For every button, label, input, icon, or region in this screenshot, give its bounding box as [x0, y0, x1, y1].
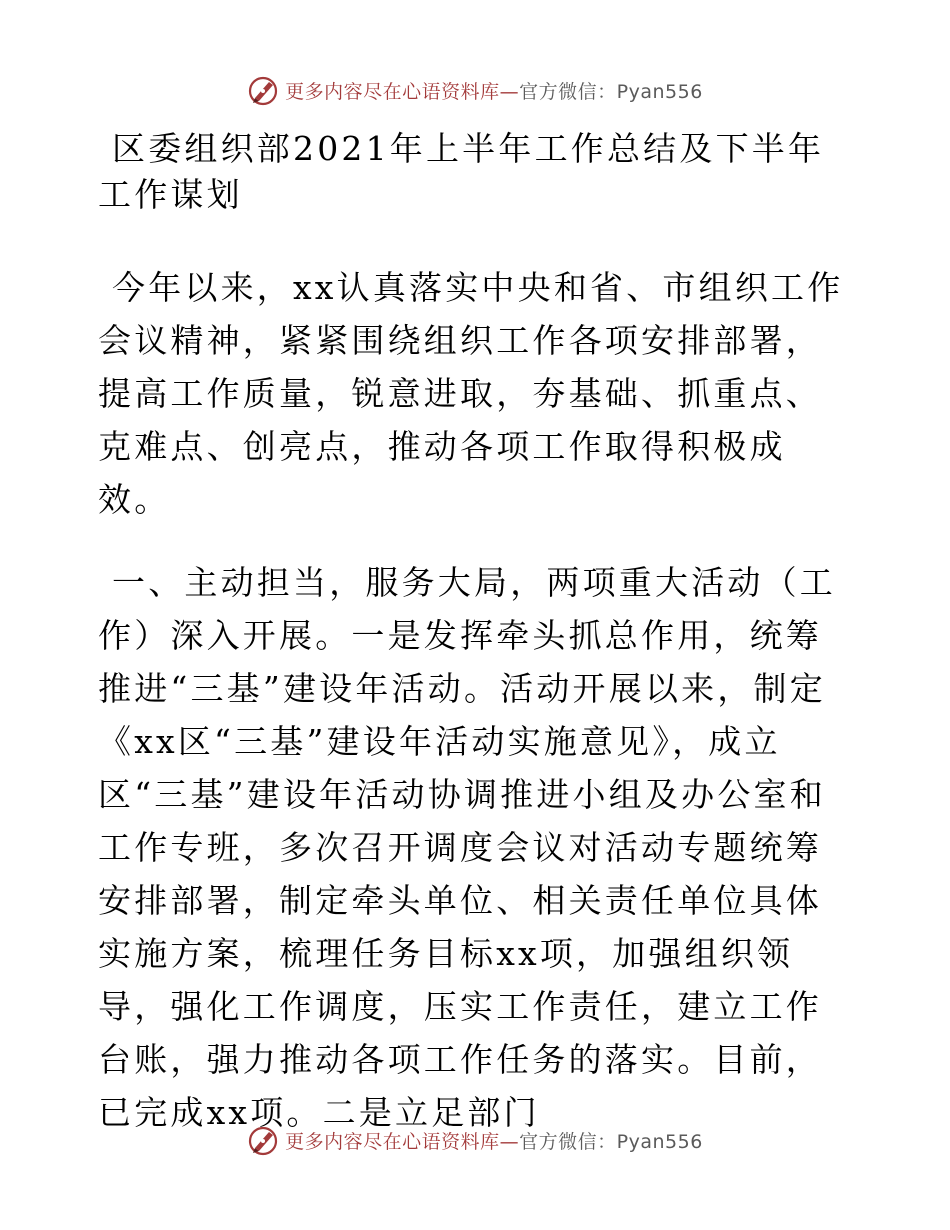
document-title: 区委组织部2021年上半年工作总结及下半年工作谋划: [98, 129, 825, 214]
pen-logo-icon: [247, 1124, 279, 1156]
paragraph-section-one: 一、主动担当，服务大局，两项重大活动（工作）深入开展。一是发挥牵头抓总作用，统筹推进“三基”建设年活动。活动开展以来，制定《xx区“三基”建设年活动实施意见》，成立区“三基”建设年活动协调推进小组及办公室和工作专班，多次召开调度会议对活动专题统筹安排部署，制定牵头单位、相关责任单位具体实施方案，梳理任务目标xx项，加强组织领导，强化工作调度，压实工作责任，建立工作台账，强力推动各项工作任务的落实。目前，已完成xx项。二是立足部门: [98, 563, 836, 1132]
document-body: [98, 126, 858, 1139]
watermark-banner-bottom: [0, 1120, 950, 1160]
watermark-text: 更多内容尽在心语资料库—官方微信：Pyan556: [285, 80, 703, 103]
pen-logo-icon: [247, 74, 279, 106]
watermark-text: 更多内容尽在心语资料库—官方微信：Pyan556: [285, 1130, 703, 1153]
watermark-banner-top: [0, 70, 950, 110]
paragraph-intro: 今年以来，xx认真落实中央和省、市组织工作会议精神，紧紧围绕组织工作各项安排部署，提高工作质量，锐意进取，夯基础、抓重点、克难点、创亮点，推动各项工作取得积极成效。: [98, 268, 844, 519]
